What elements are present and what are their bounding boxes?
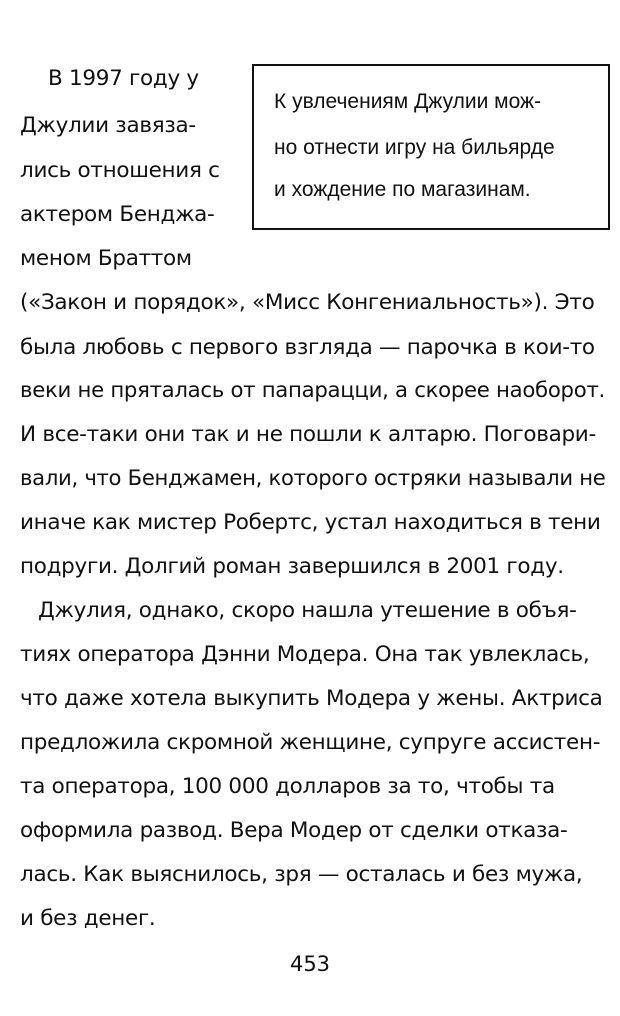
body-line: веки не пряталась от папарацци, а скорее наоборот. — [20, 378, 605, 403]
body-line: И все-таки они так и не пошли к алтарю. Поговари- — [20, 422, 596, 447]
body-line: Джулия, однако, скоро нашла утешение в объя- — [38, 598, 577, 623]
body-line: лась. Как выяснилось, зря — осталась и без мужа, — [20, 862, 583, 887]
body-line: подруги. Долгий роман завершился в 2001 году. — [20, 554, 564, 579]
body-line: была любовь с первого взгляда — парочка в кои-то — [20, 335, 595, 360]
body-line: и без денег. — [20, 906, 156, 931]
body-line: вали, что Бенджамен, которого остряки называли не — [20, 466, 606, 491]
body-line: предложила скромной женщине, супруге ассистен- — [20, 730, 601, 755]
sidebar-line: К увлечениям Джулии мож- — [274, 90, 542, 113]
body-line: тиях оператора Дэнни Модера. Она так увлеклась, — [20, 642, 590, 667]
body-line: иначе как мистер Робертс, устал находиться в тени — [20, 510, 601, 535]
sidebar-line: и хождение по магазинам. — [274, 178, 531, 201]
body-line: («Закон и порядок», «Мисс Конгениальность»). Это — [20, 290, 595, 315]
body-line: меном Браттом — [20, 246, 192, 271]
body-line: В 1997 году у — [48, 66, 199, 91]
body-line: та оператора, 100 000 долларов за то, чтобы та — [20, 774, 555, 799]
body-line: оформила развод. Вера Модер от сделки отказа- — [20, 818, 568, 843]
body-line: лись отношения с — [20, 158, 220, 183]
body-line: Джулии завяза- — [20, 113, 196, 138]
body-line: актером Бенджа- — [20, 202, 215, 227]
sidebar-line: но отнести игру на бильярде — [274, 136, 555, 159]
sidebar-callout-box — [252, 64, 610, 230]
page-number: 453 — [289, 952, 331, 976]
body-line: что даже хотела выкупить Модера у жены. Актриса — [20, 686, 603, 711]
